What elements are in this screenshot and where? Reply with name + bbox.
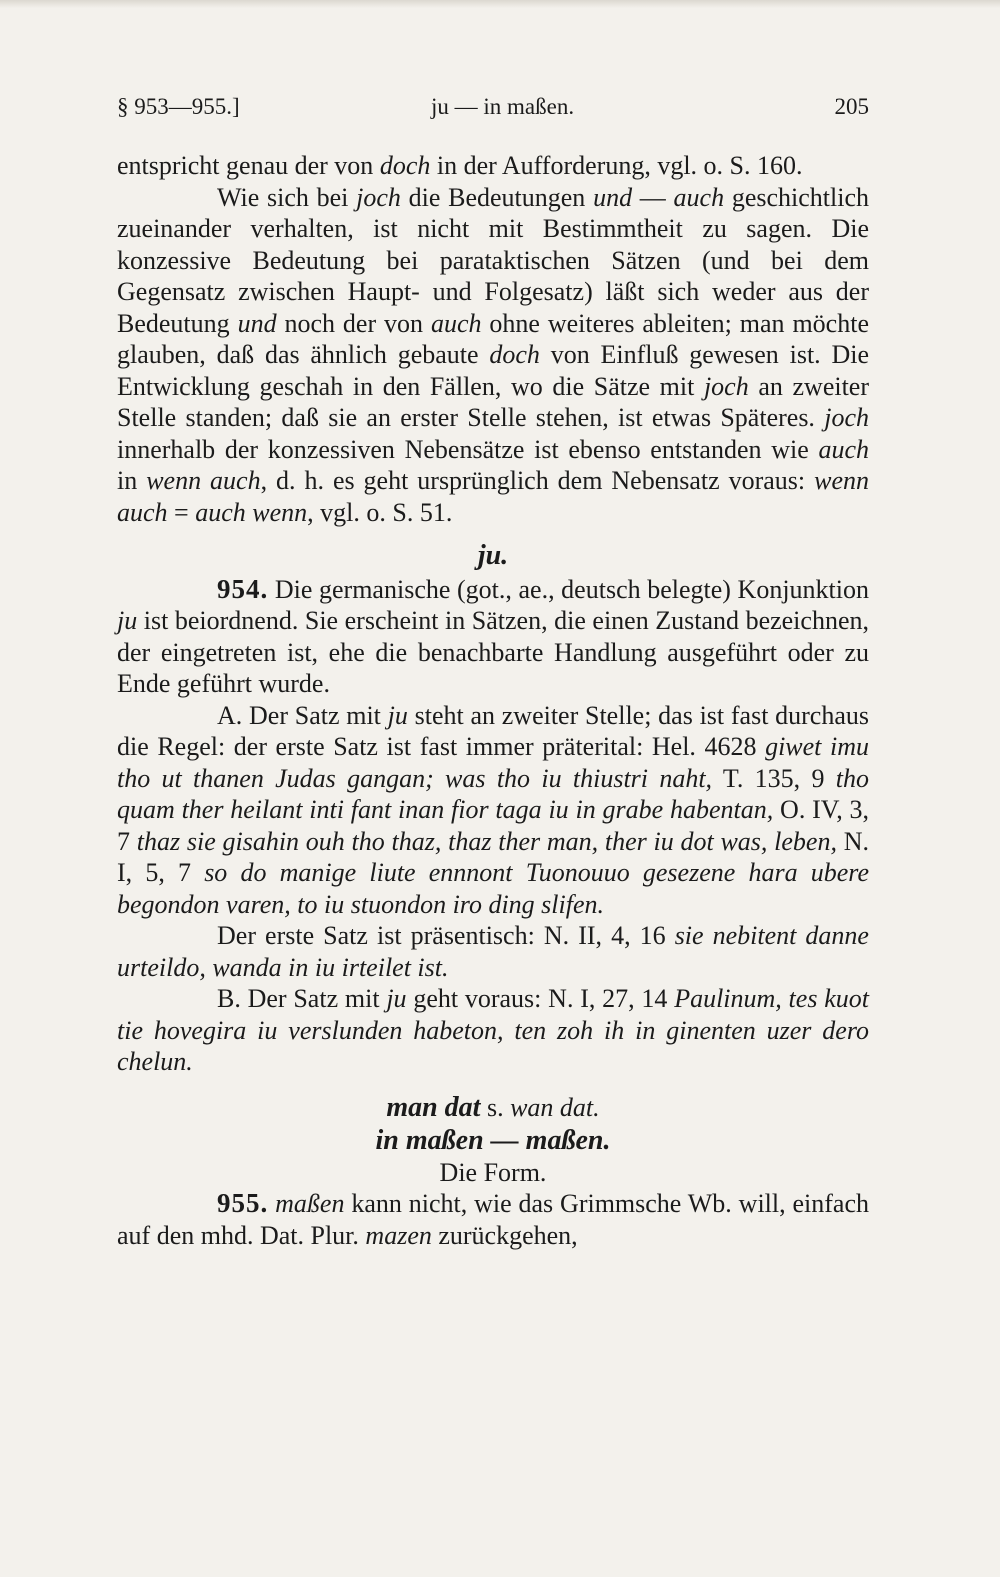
heading-in-massen: in maßen — maßen.: [375, 1125, 611, 1156]
section-number: 954.: [217, 573, 269, 604]
paragraph-praesentisch: Der erste Satz ist präsentisch: N. II, 4, 16 sie nebitent danne urteildo, wanda in iu irteilet ist.: [117, 921, 869, 982]
heading-man-dat: man dat s. wan dat.: [386, 1091, 600, 1123]
paragraph-a: A. Der Satz mit ju steht an zweiter Stelle; das ist fast durchaus die Regel: der erste Satz ist fast immer präterital: Hel. 4628 giwet imu tho ut thanen Judas gangan; was tho iu thiustri naht, T. 135, 9 tho quam ther heilant inti fant inan fior taga iu in grabe habentan, O. IV, 3, 7 thaz sie gisahin ouh tho thaz, thaz ther man, ther iu dot was, leben, N. I, 5, 7 so do manige liute ennnont Tuonouuo gesezene hara ubere begondon varen, to iu stuondon iro ding slifen.: [117, 700, 870, 919]
paragraph-b: B. Der Satz mit ju geht voraus: N. I, 27, 14 Paulinum, tes kuot tie hovegira iu verslunden habeton, ten zoh ih in ginenten uzer dero chelun.: [117, 984, 869, 1076]
body-text: [117, 150, 869, 1251]
section-number: 955.: [217, 1188, 269, 1218]
paragraph-joch: Wie sich bei joch die Bedeutungen und — auch geschichtlich zueinander verhalten, ist nicht mit Bestimmtheit zu sagen. Die konzessive Bedeutung bei parataktischen Sätzen (und bei dem Gegensatz zwischen Haupt- und Folgesatz) läßt sich weder aus der Bedeutung und noch der von auch ohne weiteres ableiten; man möchte glauben, daß das ähnlich gebaute doch von Einfluß gewesen ist. Die Entwicklung geschah in den Fällen, wo die Sätze mit joch an zweiter Stelle standen; daß sie an erster Stelle stehen, ist etwas Späteres. joch innerhalb der konzessiven Nebensätze ist ebenso entstanden wie auch in wenn auch, d. h. es geht ursprünglich dem Nebensatz voraus: wenn auch = auch wenn, vgl. o. S. 51.: [117, 182, 870, 527]
heading-ju: ju.: [477, 540, 509, 571]
running-title: ju — in maßen.: [431, 94, 575, 119]
section-954: 954. Die germanische (got., ae., deutsch belegte) Konjunktion ju ist beiordnend. Sie erscheint in Sätzen, die einen Zustand bezeichnen, der eingetreten ist, ehe die benachbarte Handlung ausgeführt oder zu Ende geführt wurde.: [117, 573, 869, 698]
scan-edge: [0, 0, 1000, 8]
section-955: 955. maßen kann nicht, wie das Grimmsche Wb. will, einfach auf den mhd. Dat. Plur. mazen zurückgehen,: [117, 1188, 869, 1250]
page-number: 205: [834, 94, 869, 119]
subheading-die-form: Die Form.: [439, 1157, 547, 1187]
section-range: § 953—955.]: [117, 94, 240, 119]
paragraph-continuation: entspricht genau der von doch in der Aufforderung, vgl. o. S. 160.: [117, 151, 803, 180]
running-header: [117, 94, 869, 124]
